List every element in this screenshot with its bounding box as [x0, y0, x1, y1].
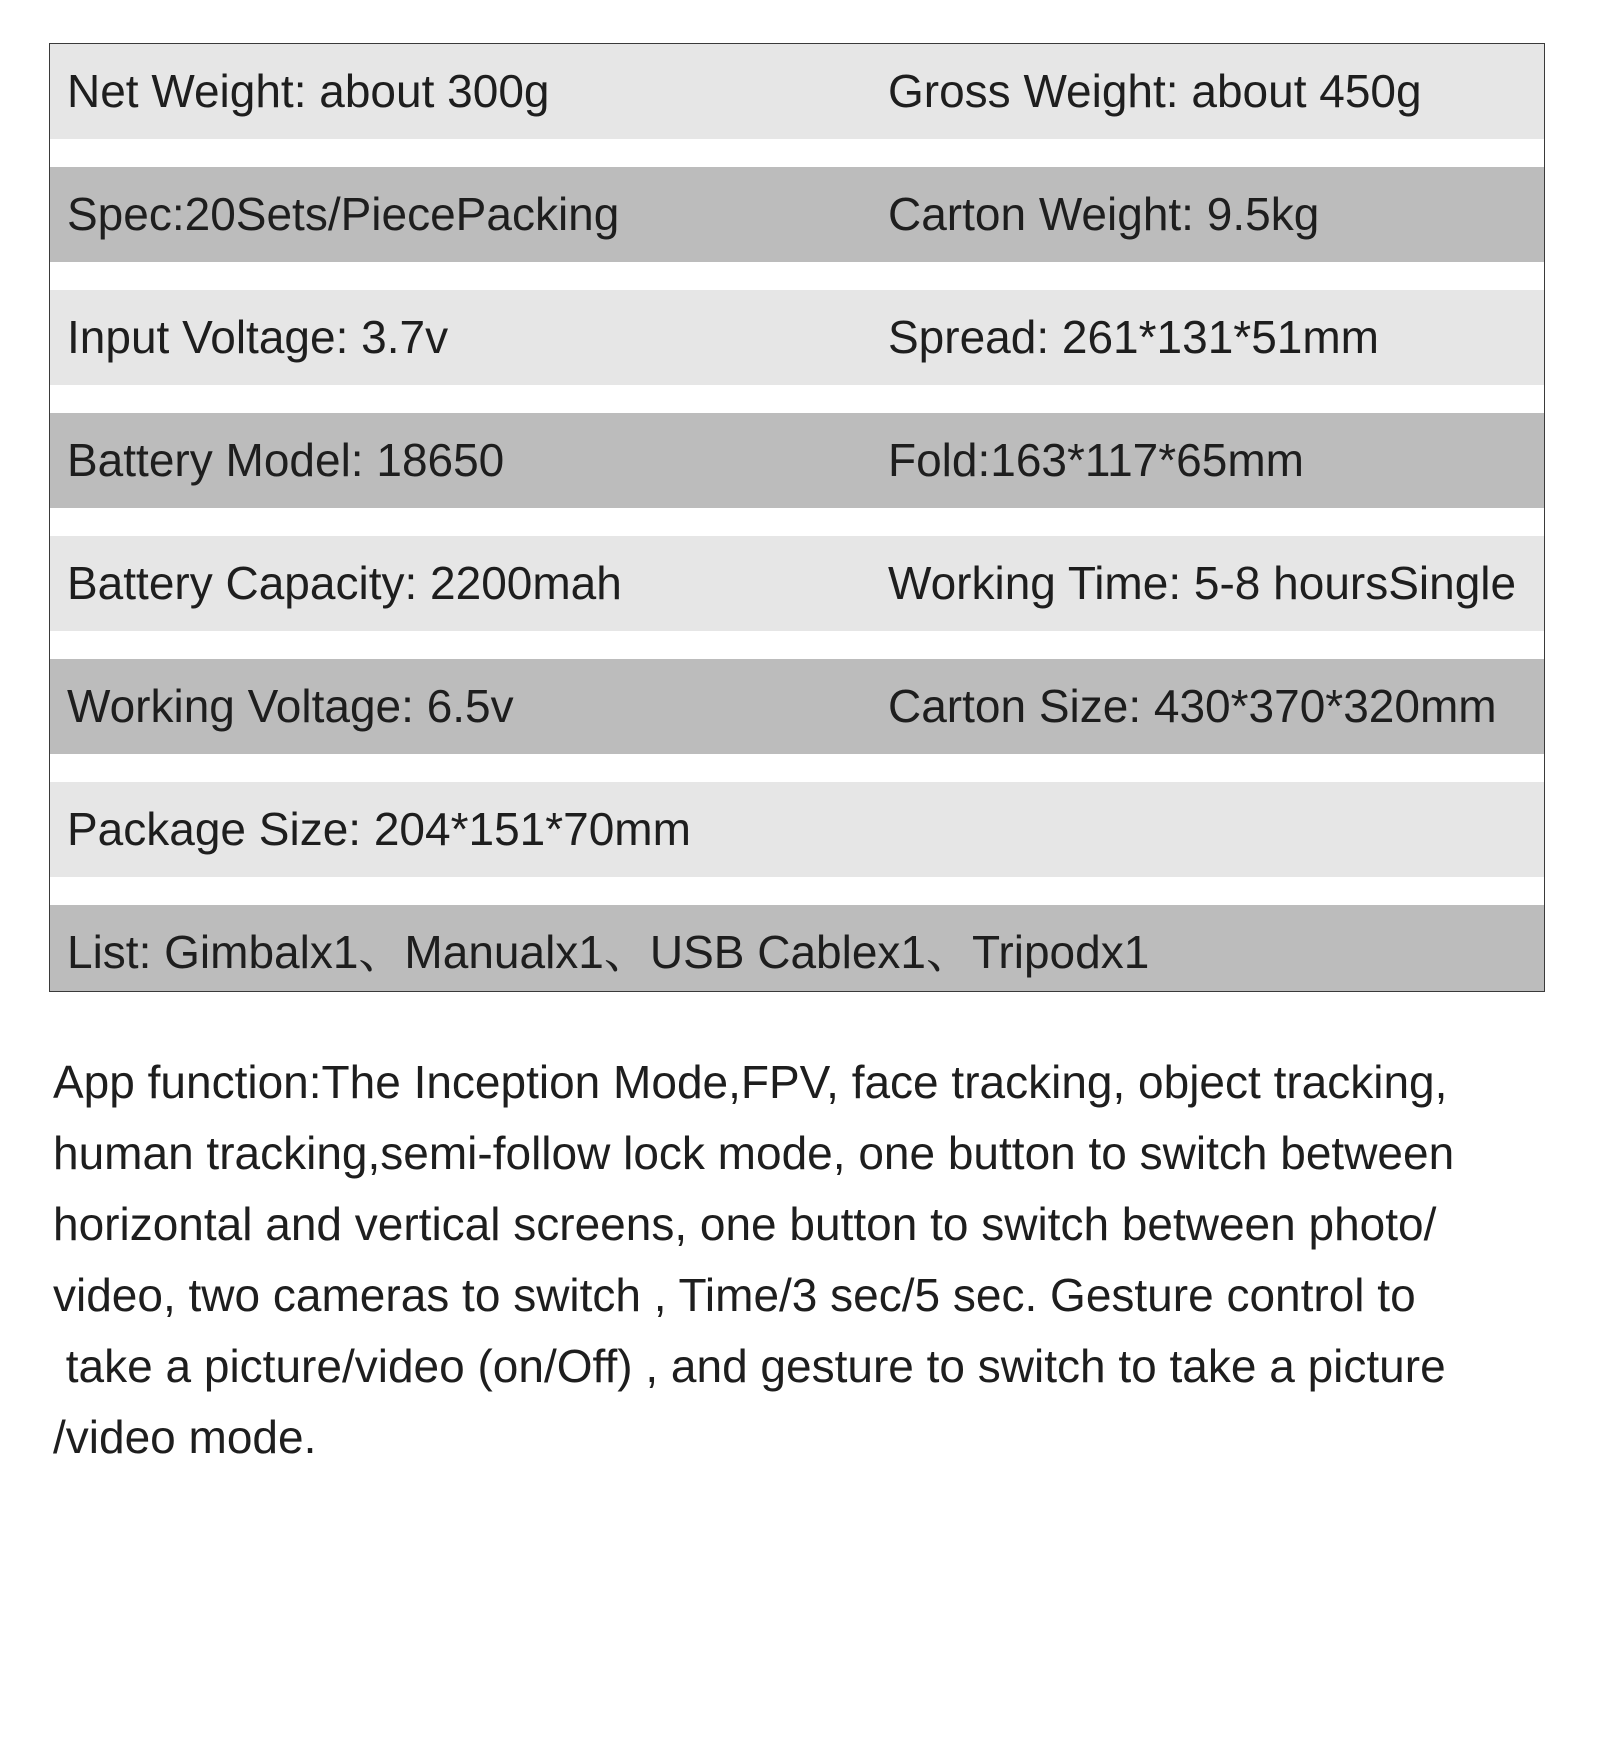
description-line: video, two cameras to switch , Time/3 sec/5 sec. Gesture control to — [53, 1269, 1416, 1321]
spec-cell-spec: Spec:20Sets/PiecePacking — [67, 188, 620, 240]
description-line: /video mode. — [53, 1411, 317, 1463]
spec-row — [50, 905, 1544, 992]
description-line: horizontal and vertical screens, one button to switch between photo/ — [53, 1198, 1437, 1250]
spec-cell-fold: Fold:163*117*65mm — [888, 434, 1304, 486]
app-function-description — [53, 1047, 1553, 1473]
spec-row — [50, 290, 1544, 385]
spec-table — [49, 43, 1545, 992]
spec-cell-list: List: Gimbalx1、Manualx1、USB Cablex1、Tripodx1 — [67, 926, 1150, 978]
description-line: human tracking,semi-follow lock mode, one button to switch between — [53, 1127, 1455, 1179]
spec-cell-battery-capacity: Battery Capacity: 2200mah — [67, 557, 622, 609]
spec-row — [50, 659, 1544, 754]
spec-cell-battery-model: Battery Model: 18650 — [67, 434, 505, 486]
description-line: take a picture/video (on/Off) , and gesture to switch to take a picture — [53, 1340, 1446, 1392]
spec-row — [50, 536, 1544, 631]
spec-row — [50, 44, 1544, 139]
spec-cell-carton-weight: Carton Weight: 9.5kg — [888, 188, 1320, 240]
spec-row — [50, 413, 1544, 508]
spec-cell-working-time: Working Time: 5-8 hoursSingle — [888, 557, 1517, 609]
spec-cell-spread: Spread: 261*131*51mm — [888, 311, 1379, 363]
spec-cell-package-size: Package Size: 204*151*70mm — [67, 803, 691, 855]
spec-row — [50, 167, 1544, 262]
spec-cell-carton-size: Carton Size: 430*370*320mm — [888, 680, 1497, 732]
spec-cell-gross-weight: Gross Weight: about 450g — [888, 65, 1422, 117]
spec-row — [50, 782, 1544, 877]
description-line: App function:The Inception Mode,FPV, face tracking, object tracking, — [53, 1056, 1448, 1108]
spec-cell-input-voltage: Input Voltage: 3.7v — [67, 311, 449, 363]
spec-cell-working-voltage: Working Voltage: 6.5v — [67, 680, 514, 732]
spec-cell-net-weight: Net Weight: about 300g — [67, 65, 550, 117]
